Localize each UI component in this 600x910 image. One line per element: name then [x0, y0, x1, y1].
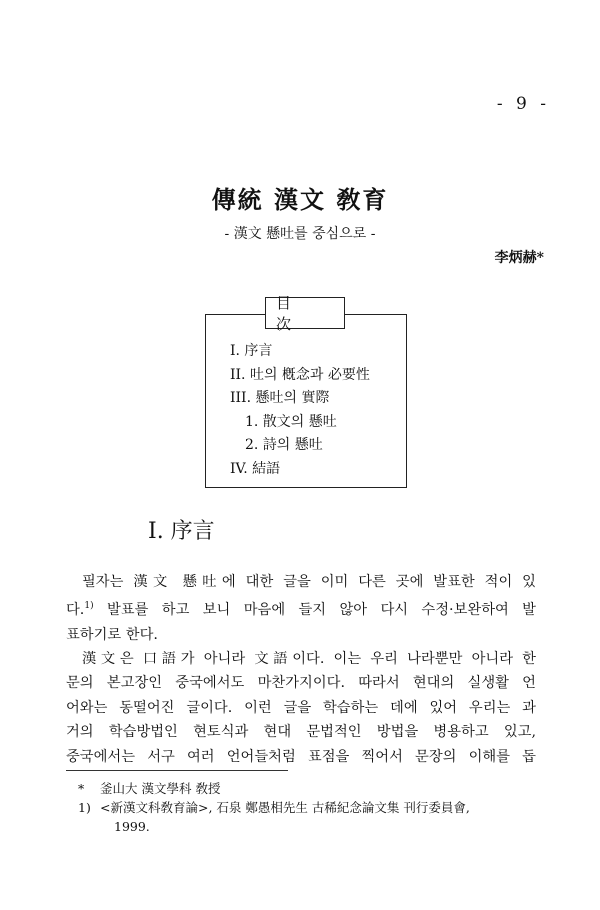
- body-paragraphs: [66, 570, 536, 769]
- footnote-mark: *: [78, 781, 85, 796]
- body-line: 중국에서는 서구 여러 언어들처럼 표점을 찍어서 문장의 이해를 돕: [66, 748, 536, 765]
- footnote: [78, 779, 540, 798]
- toc-item: III. 懸吐의 實際: [230, 390, 330, 406]
- section-heading: I. 序言: [148, 519, 215, 544]
- body-text-span: 다.: [66, 602, 85, 619]
- body-line: 문의 본고장인 중국에서도 마찬가지이다. 따라서 현대의 실생활 언: [66, 675, 536, 692]
- toc-item: II. 吐의 槪念과 必要性: [230, 366, 370, 383]
- footnote-continuation: 1999.: [114, 819, 150, 834]
- toc-subitem: 1. 散文의 懸吐: [245, 413, 337, 430]
- body-line: 거의 학습방법인 현토식과 현대 문법적인 방법을 병용하고 있고,: [66, 724, 536, 741]
- toc-heading: 目 次: [265, 297, 345, 329]
- toc-subitem: 2. 詩의 懸吐: [245, 437, 323, 453]
- body-line: [66, 594, 536, 622]
- toc-item: I. 序言: [230, 343, 273, 359]
- body-text-span: 발표를 하고 보니 마음에 들지 않아 다시 수정·보완하여 발: [93, 602, 536, 619]
- body-line: 어와는 동떨어진 글이다. 이런 글을 학습하는 데에 있어 우리는 과: [66, 699, 536, 716]
- footnote: [78, 798, 540, 817]
- body-line: 필자는 漢文 懸吐에 대한 글을 이미 다른 곳에 발표한 적이 있: [82, 574, 536, 590]
- paper-subtitle: - 漢文 懸吐를 중심으로 -: [224, 226, 376, 242]
- footnotes: [78, 779, 540, 836]
- footnote-divider: [66, 770, 288, 771]
- paper-title: 傳統 漢文 敎育: [211, 185, 389, 214]
- footnote-text: <新漢文科敎育論>, 石泉 鄭愚相先生 古稀紀念論文集 刊行委員會,: [100, 800, 470, 815]
- author-name: 李炳赫*: [494, 250, 544, 266]
- footnote-mark: 1): [78, 800, 91, 815]
- body-line: 표하기로 한다.: [66, 626, 158, 643]
- toc-list: [230, 340, 370, 481]
- footnote-text: 釜山大 漢文學科 敎授: [100, 781, 221, 796]
- body-line: 漢文은 口語가 아니라 文語이다. 이는 우리 나라뿐만 아니라 한: [82, 650, 536, 667]
- page-number: - 9 -: [496, 94, 550, 114]
- footnote-ref: 1): [84, 601, 94, 612]
- toc-item: IV. 結語: [230, 460, 281, 477]
